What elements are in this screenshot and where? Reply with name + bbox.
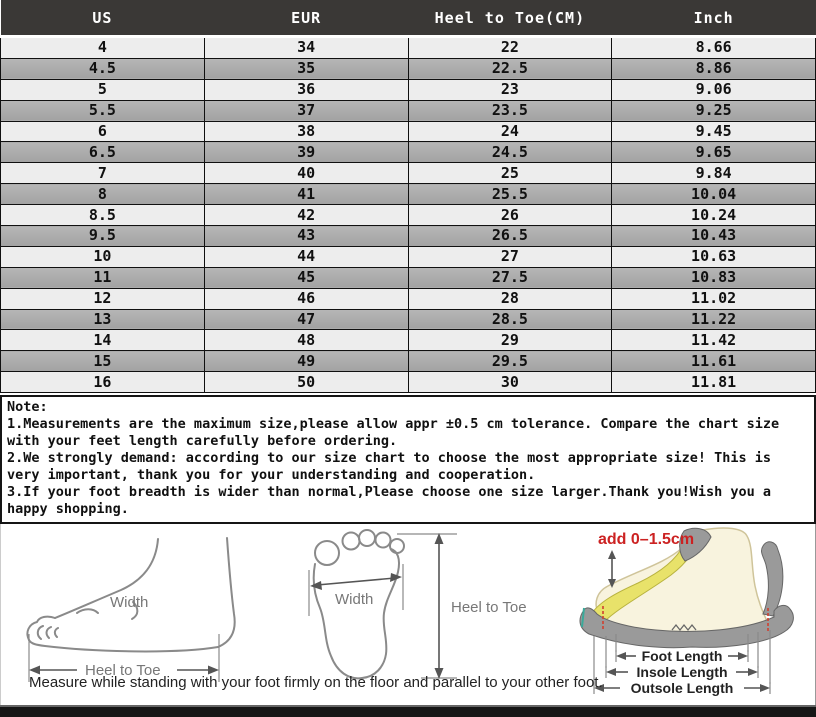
top-foot-diagram: [299, 528, 559, 688]
table-cell: 4: [1, 37, 205, 59]
header-us: US: [1, 0, 205, 37]
table-cell: 9.45: [612, 121, 816, 142]
table-cell: 27.5: [408, 267, 612, 288]
note-box: [0, 395, 816, 524]
table-cell: 7: [1, 163, 205, 184]
table-row: [1, 372, 816, 393]
note-title: Note:: [7, 399, 48, 416]
table-cell: 9.25: [612, 100, 816, 121]
table-cell: 16: [1, 372, 205, 393]
table-cell: 42: [204, 205, 408, 226]
table-cell: 23: [408, 79, 612, 100]
table-cell: 29: [408, 330, 612, 351]
table-row: [1, 288, 816, 309]
table-cell: 34: [204, 37, 408, 59]
side-foot-length-label: Heel to Toe: [85, 662, 161, 680]
table-cell: 13: [1, 309, 205, 330]
table-cell: 48: [204, 330, 408, 351]
table-cell: 11.61: [612, 351, 816, 372]
table-cell: 9.06: [612, 79, 816, 100]
header-eur: EUR: [204, 0, 408, 37]
table-cell: 9.84: [612, 163, 816, 184]
table-cell: 11: [1, 267, 205, 288]
table-cell: 12: [1, 288, 205, 309]
table-cell: 25.5: [408, 184, 612, 205]
table-cell: 43: [204, 226, 408, 247]
table-cell: 10.24: [612, 205, 816, 226]
table-cell: 10.04: [612, 184, 816, 205]
table-row: [1, 37, 816, 59]
table-cell: 38: [204, 121, 408, 142]
table-row: [1, 309, 816, 330]
table-row: [1, 142, 816, 163]
table-cell: 11.22: [612, 309, 816, 330]
table-cell: 47: [204, 309, 408, 330]
table-cell: 29.5: [408, 351, 612, 372]
table-row: [1, 79, 816, 100]
insole-length-label: Insole Length: [636, 664, 728, 681]
table-cell: 23.5: [408, 100, 612, 121]
note-item-1: 1.Measurements are the maximum size,please allow appr ±0.5 cm tolerance. Compare the chart size with your feet length carefully before ordering.: [7, 416, 780, 450]
table-cell: 6.5: [1, 142, 205, 163]
top-foot-width-label: Width: [335, 591, 374, 609]
table-cell: 8: [1, 184, 205, 205]
table-cell: 15: [1, 351, 205, 372]
table-cell: 8.86: [612, 58, 816, 79]
table-cell: 40: [204, 163, 408, 184]
table-cell: 26.5: [408, 226, 612, 247]
table-cell: 11.42: [612, 330, 816, 351]
table-cell: 5.5: [1, 100, 205, 121]
table-cell: 39: [204, 142, 408, 163]
table-cell: 50: [204, 372, 408, 393]
table-cell: 41: [204, 184, 408, 205]
table-cell: 10.63: [612, 246, 816, 267]
table-cell: 5: [1, 79, 205, 100]
size-chart-header: [1, 0, 816, 37]
table-cell: 10.83: [612, 267, 816, 288]
table-cell: 30: [408, 372, 612, 393]
table-cell: 46: [204, 288, 408, 309]
table-cell: 45: [204, 267, 408, 288]
table-cell: 24.5: [408, 142, 612, 163]
table-row: [1, 267, 816, 288]
table-row: [1, 100, 816, 121]
table-cell: 8.66: [612, 37, 816, 59]
note-item-2: 2.We strongly demand: according to our size chart to choose the most appropriate size! This is very important, thank you for your understanding and cooperation.: [7, 450, 772, 484]
add-allowance-label: add 0–1.5cm: [598, 531, 695, 549]
table-row: [1, 351, 816, 372]
table-row: [1, 58, 816, 79]
size-table-body: [1, 37, 816, 393]
measure-caption: Measure while standing with your foot firmly on the floor and parallel to your other foot.: [29, 674, 603, 692]
table-cell: 22: [408, 37, 612, 59]
table-cell: 37: [204, 100, 408, 121]
table-cell: 28.5: [408, 309, 612, 330]
header-cm: Heel to Toe(CM): [408, 0, 612, 37]
table-cell: 10: [1, 246, 205, 267]
top-foot-length-label: Heel to Toe: [451, 599, 527, 617]
footer-bar: [0, 705, 816, 717]
shoe-heel: [761, 542, 782, 616]
table-cell: 10.43: [612, 226, 816, 247]
table-cell: 44: [204, 246, 408, 267]
table-row: [1, 226, 816, 247]
table-cell: 9.5: [1, 226, 205, 247]
table-row: [1, 330, 816, 351]
table-cell: 8.5: [1, 205, 205, 226]
table-cell: 25: [408, 163, 612, 184]
table-row: [1, 163, 816, 184]
table-row: [1, 184, 816, 205]
measurement-diagrams: [0, 524, 816, 705]
table-cell: 27: [408, 246, 612, 267]
table-cell: 24: [408, 121, 612, 142]
table-cell: 22.5: [408, 58, 612, 79]
table-cell: 35: [204, 58, 408, 79]
foot-length-label: Foot Length: [641, 648, 723, 665]
table-row: [1, 246, 816, 267]
header-row: [1, 0, 816, 37]
table-cell: 36: [204, 79, 408, 100]
table-cell: 9.65: [612, 142, 816, 163]
side-foot-diagram: [15, 536, 265, 691]
table-cell: 26: [408, 205, 612, 226]
table-cell: 14: [1, 330, 205, 351]
note-item-3: 3.If your foot breadth is wider than normal,Please choose one size larger.Thank you!Wish you a happy shopping.: [7, 484, 772, 518]
table-cell: 6: [1, 121, 205, 142]
header-inch: Inch: [612, 0, 816, 37]
table-cell: 11.81: [612, 372, 816, 393]
outsole-length-label: Outsole Length: [630, 680, 734, 697]
table-cell: 11.02: [612, 288, 816, 309]
table-row: [1, 205, 816, 226]
table-cell: 4.5: [1, 58, 205, 79]
table-cell: 49: [204, 351, 408, 372]
shoe-length-diagram: [576, 526, 811, 704]
side-foot-width-label: Width: [110, 594, 149, 612]
table-cell: 28: [408, 288, 612, 309]
table-row: [1, 121, 816, 142]
